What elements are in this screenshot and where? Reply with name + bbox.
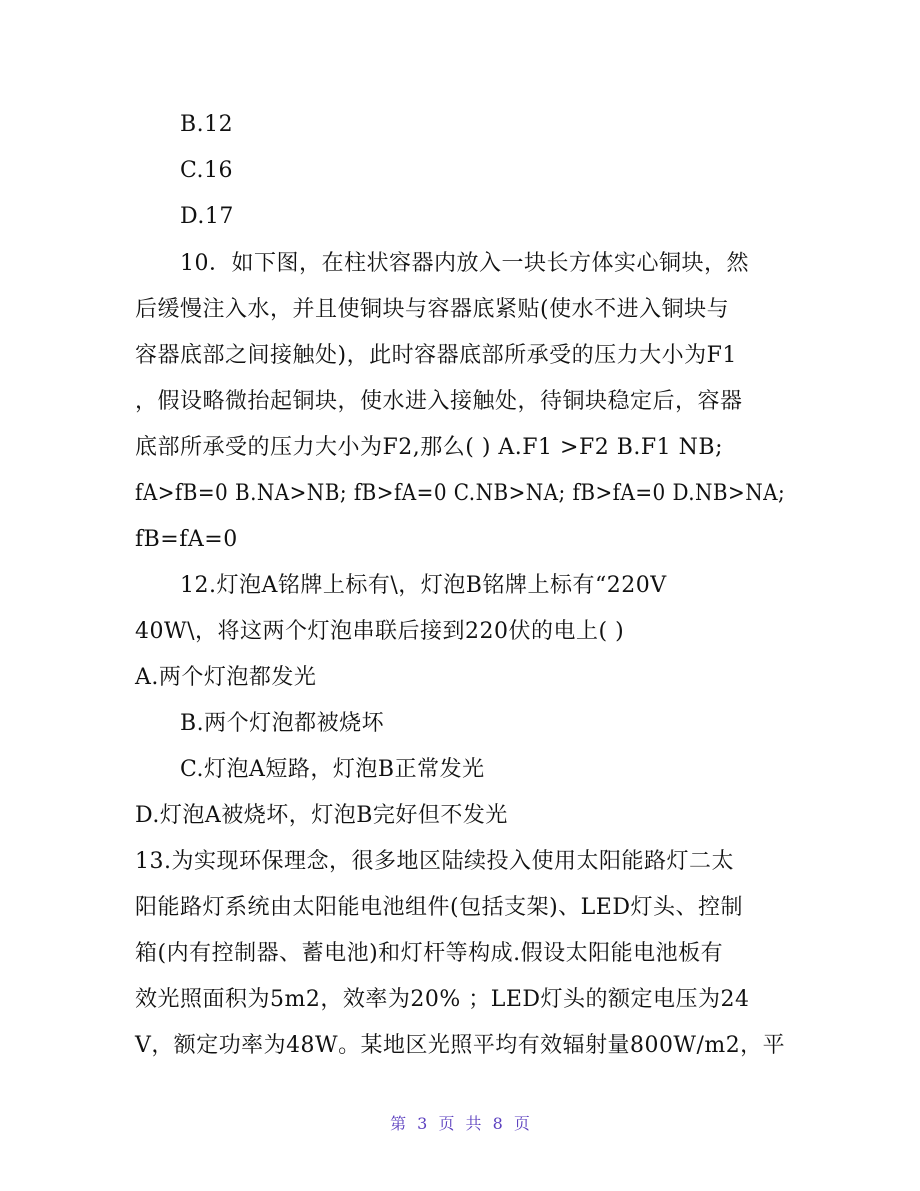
- question-10-line-6: fA>fB=0 B.NA>NB; fB>fA=0 C.NB>NA; fB>fA=0 D.NB>NA;: [135, 481, 786, 506]
- option-d-line: D.17: [180, 204, 234, 229]
- question-12-line-2: 40W\，将这两个灯泡串联后接到220伏的电上( ): [135, 619, 625, 644]
- question-10-line-3: 容器底部之间接触处)，此时容器底部所承受的压力大小为F1: [135, 343, 737, 368]
- question-12-option-b: B.两个灯泡都被烧坏: [180, 711, 385, 736]
- question-13-line-4: 效光照面积为5m2，效率为20% ；LED灯头的额定电压为24: [135, 987, 750, 1012]
- question-10-line-1: 10．如下图，在柱状容器内放入一块长方体实心铜块，然: [180, 251, 749, 276]
- question-12-line-1: 12.灯泡A铭牌上标有\，灯泡B铭牌上标有“220V: [180, 573, 667, 598]
- question-13-line-1: 13.为实现环保理念，很多地区陆续投入使用太阳能路灯二太: [135, 849, 734, 874]
- question-13-line-5: V，额定功率为48W。某地区光照平均有效辐射量800W/m2，平: [135, 1033, 786, 1058]
- question-10-line-7: fB=fA=0: [135, 527, 238, 552]
- question-10-line-2: 后缓慢注入水，并且使铜块与容器底紧贴(使水不进入铜块与: [135, 297, 730, 322]
- question-10-line-5: 底部所承受的压力大小为F2,那么( ) A.F1 >F2 B.F1 NB;: [135, 435, 723, 460]
- question-13-line-3: 箱(内有控制器、蓄电池)和灯杆等构成.假设太阳能电池板有: [135, 941, 724, 966]
- option-b-line: B.12: [180, 112, 234, 137]
- page-footer: 第 3 页 共 8 页: [390, 1114, 530, 1133]
- question-12-option-d: D.灯泡A被烧坏，灯泡B完好但不发光: [135, 803, 508, 828]
- question-13-line-2: 阳能路灯系统由太阳能电池组件(包括支架)、LED灯头、控制: [135, 895, 743, 920]
- question-10-line-4: ，假设略微抬起铜块，使水进入接触处，待铜块稳定后，容器: [135, 389, 743, 414]
- question-12-option-c: C.灯泡A短路，灯泡B正常发光: [180, 757, 485, 782]
- question-12-option-a: A.两个灯泡都发光: [135, 665, 317, 690]
- option-c-line: C.16: [180, 158, 234, 183]
